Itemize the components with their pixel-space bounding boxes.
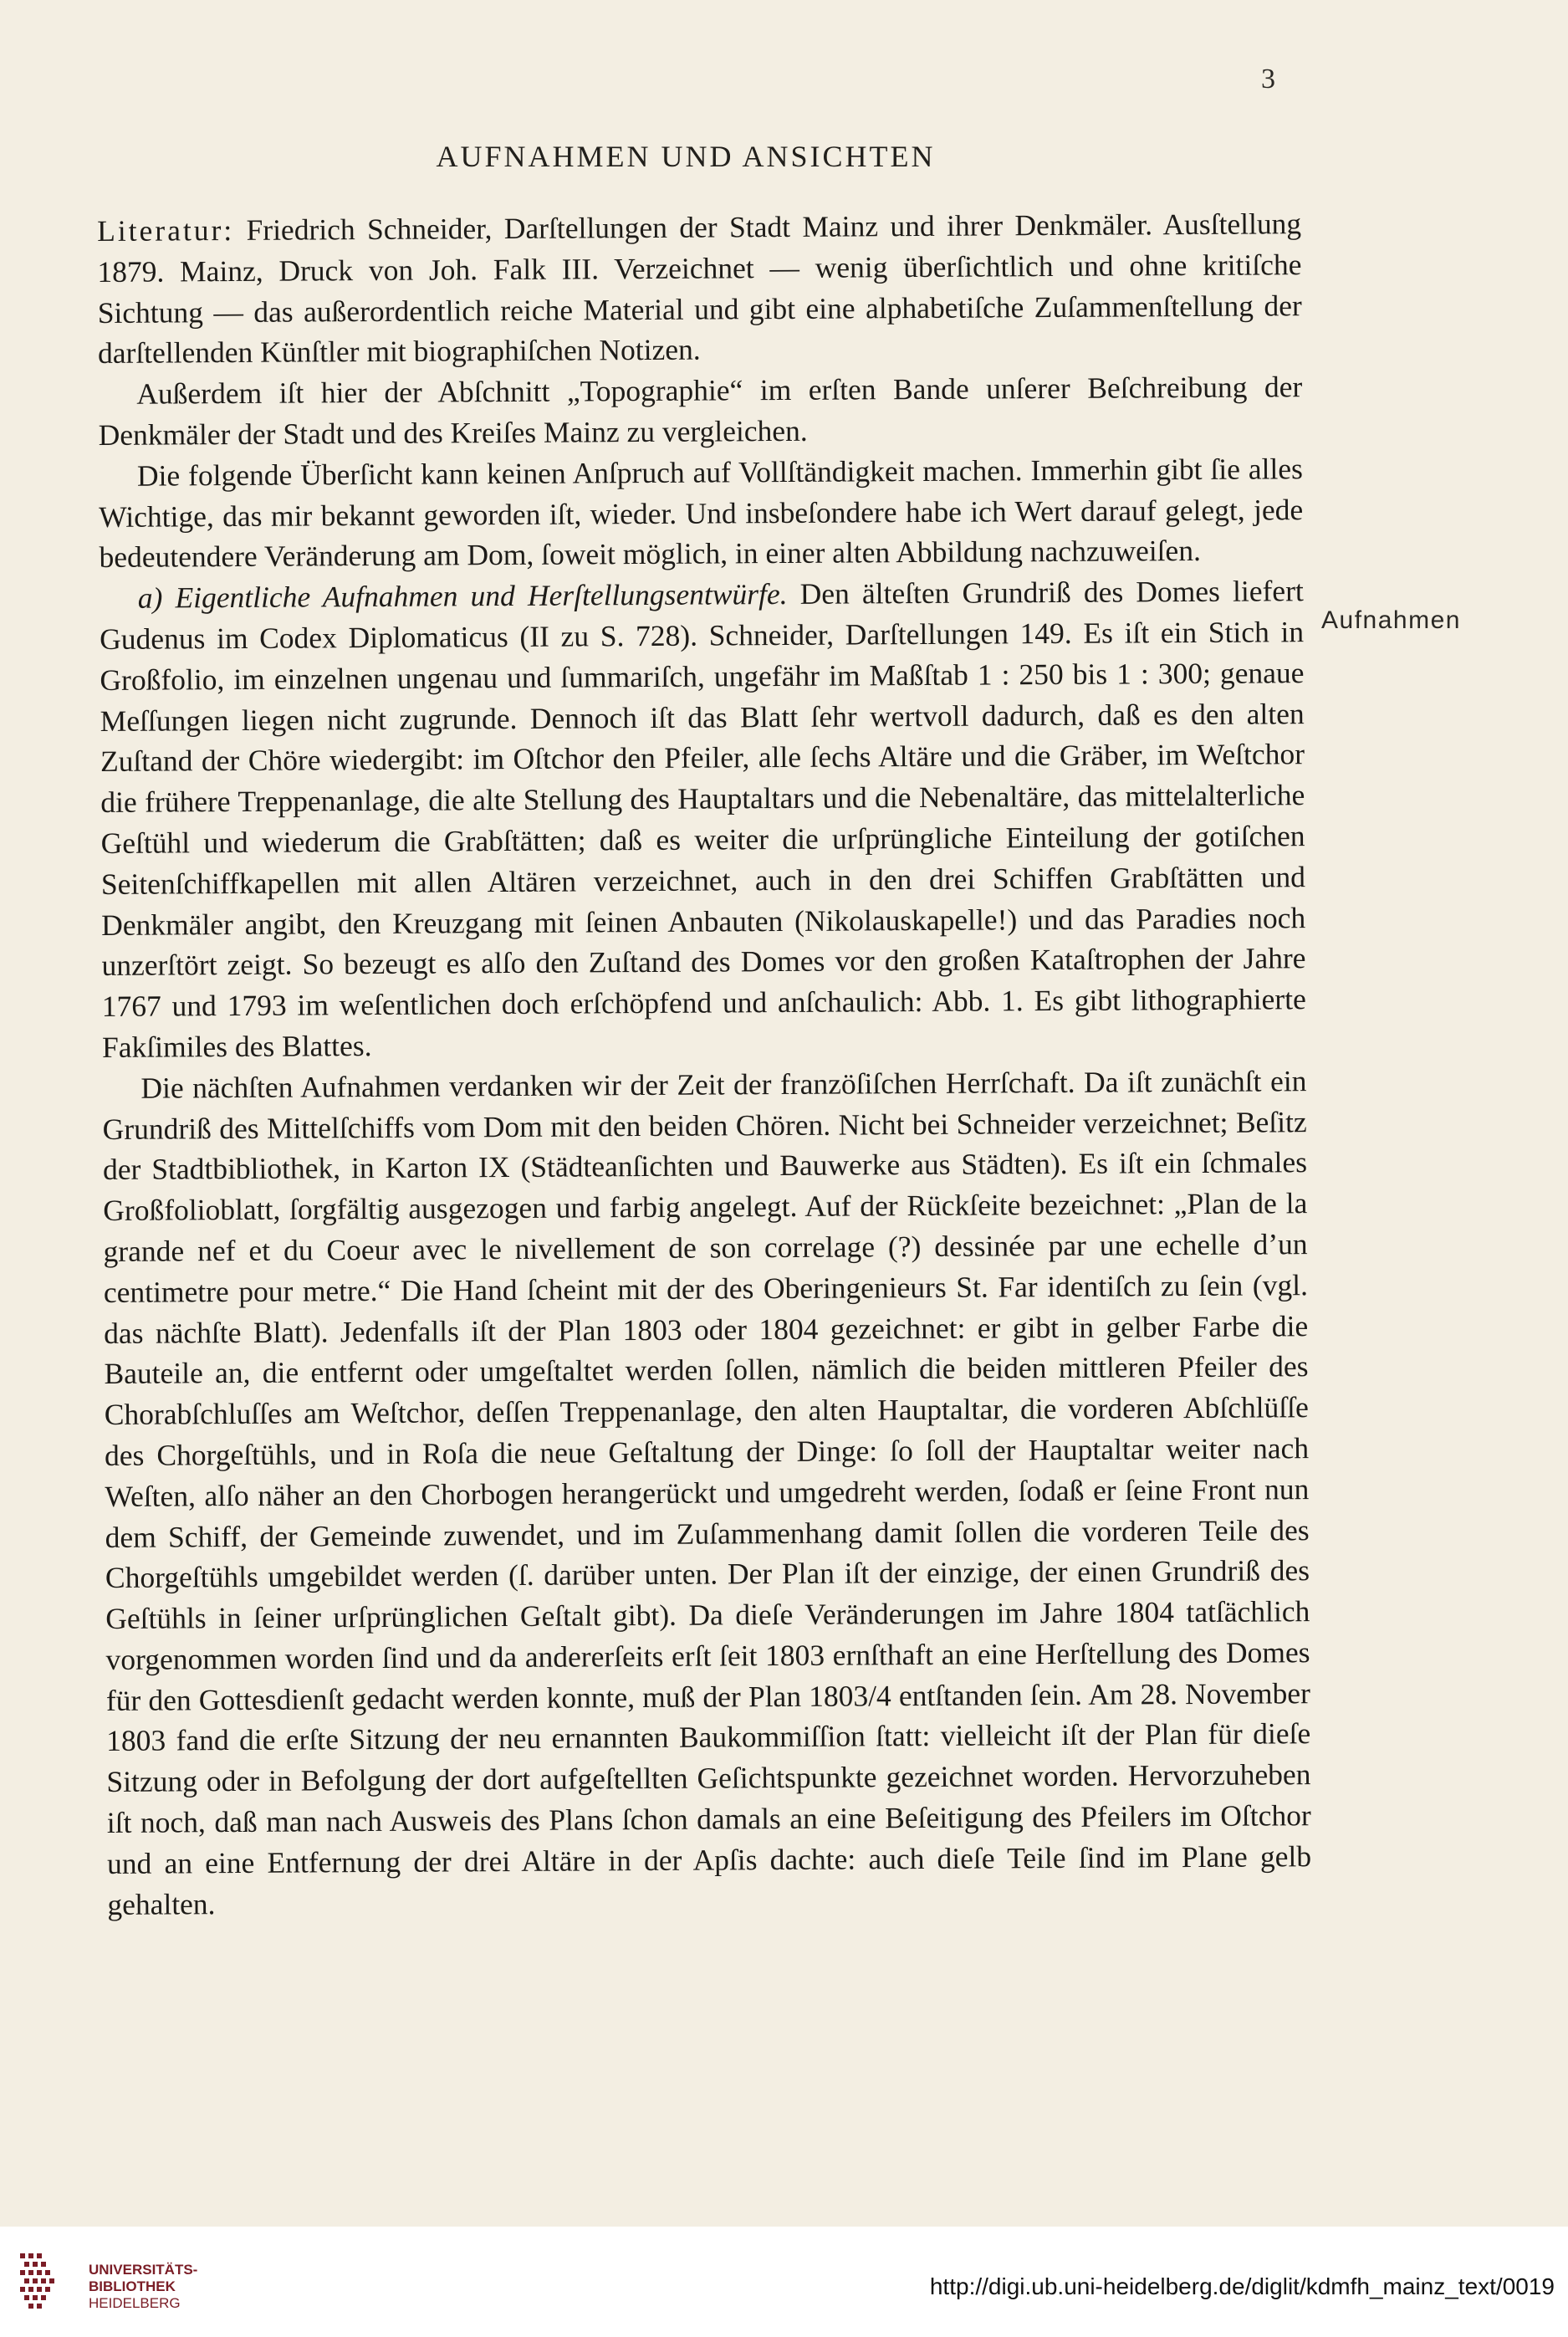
literature-lead: Literatur: [97, 212, 235, 248]
section-heading-a: a) Eigentliche Aufnahmen und Herſtellungsentwürfe. [137, 577, 788, 615]
body-text [97, 203, 1311, 1925]
university-library-logo [15, 2247, 82, 2317]
paragraph-topographie: Außerdem iſt hier der Abſchnitt „Topographie“ im erſten Bande unſerer Beſchreibung der Denkmäler der Stadt und des Kreiſes Mainz zu vergleichen. [98, 370, 1303, 452]
marginal-note: Aufnahmen [1321, 606, 1461, 634]
paragraph-french-period: Die nächſten Aufnahmen verdanken wir der Zeit der franzöſiſchen Herrſchaft. Da iſt zunächſt ein Grundriß des Mittelſchiffs vom Dom mit den beiden Chören. Nicht bei Schneider verzeichnet; Beſitz der Stadtbibliothek, in Karton IX (Städteanſichten und Bauwerke aus Städten). Es iſt ein ſchmales Großfolioblatt, ſorgfältig ausgezogen und farbig angelegt. Auf der Rückſeite bezeichnet: „Plan de la grande nef et du Coeur avec le nivellement de son correlage (?) dessinée par une echelle d’un centimetre pour metre.“ Die Hand ſcheint mit der des Oberingenieurs St. Far identiſch zu ſein (vgl. das nächſte Blatt). Jedenfalls iſt der Plan 1803 oder 1804 gezeichnet: er gibt in gelber Farbe die Bauteile an, die entfernt oder umgeſtaltet werden ſollen, nämlich die beiden mittleren Pfeiler des Chorabſchluſſes am Weſtchor, deſſen Treppenanlage, den alten Hauptaltar, die vorderen Abſchlüſſe des Chorgeſtühls, und in Roſa die neue Geſtaltung der Dinge: ſo ſoll der Hauptaltar weiter nach Weſten, alſo näher an den Chorbogen herangerückt und umgedreht werden, ſodaß er ſeine Front nun dem Schiff, der Gemeinde zuwendet, und im Zuſammenhang damit ſollen die vorderen Teile des Chorgeſtühls umgebildet werden (ſ. darüber unten. Der Plan iſt der einzige, der einen Grundriß des Geſtühls in ſeiner urſprünglichen Geſtalt gibt). Da dieſe Veränderungen im Jahre 1804 tatſächlich vorgenommen worden ſind und da andererſeits erſt ſeit 1803 ernſthaft an eine Herſtellung des Domes für den Gottesdienſt gedacht werden konnte, muß der Plan 1803/4 entſtanden ſein. Am 28. November 1803 fand die erſte Sitzung der neu ernannten Baukommiſſion ſtatt: vielleicht iſt der Plan für dieſe Sitzung oder in Befolgung der dort aufgeſtellten Geſichtspunkte gezeichnet worden. Hervorzuheben iſt noch, daß man nach Ausweis des Plans ſchon damals an eine Beſeitigung des Pfeilers im Oſtchor und an eine Entfernung der drei Altäre in der Apſis dachte: auch dieſe Teile ſind im Plane gelb gehalten. [102, 1063, 1312, 1921]
institution-line-3: HEIDELBERG [89, 2295, 181, 2311]
footer-bar [0, 2227, 1568, 2337]
paragraph-aufnahmen [100, 570, 1307, 1067]
institution-line-1: UNIVERSITÄTS- [89, 2262, 198, 2278]
institution-line-2: BIBLIOTHEK [89, 2278, 176, 2294]
paragraph-literature [97, 203, 1302, 374]
institution-name [89, 2262, 197, 2312]
source-url[interactable]: http://digi.ub.uni-heidelberg.de/diglit/kdmfh_mainz_text/0019 [929, 2273, 1555, 2299]
page-number: 3 [1261, 64, 1275, 95]
running-head: AUFNAHMEN UND ANSICHTEN [436, 140, 936, 173]
section-a-text: Den älteſten Grundriß des Domes liefert Gudenus im Codex Diplomaticus (II zu S. 728). Schneider, Darſtellungen 149. Es iſt ein Stich in Großfolio, im einzelnen ungenau und ſummariſch, ungefähr im Maßſtab 1 : 250 bis 1 : 300; genaue Meſſungen liegen nicht zugrunde. Dennoch iſt das Blatt ſehr wertvoll dadurch, daß es den alten Zuſtand der Chöre wiedergibt: im Oſtchor den Pfeiler, alle ſechs Altäre und die Gräber, im Weſtchor die frühere Treppenanlage, die alte Stellung des Hauptaltars und die Nebenaltäre, das mittelalterliche Geſtühl und wiederum die Grabſtätten; daß es weiter die urſprüngliche Einteilung der gotiſchen Seitenſchiffkapellen mit allen Altären verzeichnet, auch in den drei Schiffen Grabſtätten und Denkmäler angibt, den Kreuzgang mit ſeinen Anbauten (Nikolauskapelle!) und das Paradies noch unzerſtört zeigt. So bezeugt es alſo den Zuſtand des Domes vor den großen Kataſtrophen der Jahre 1767 und 1793 im weſentlichen doch erſchöpfend und anſchaulich: Abb. 1. Es gibt lithographierte Fakſimiles des Blattes. [100, 574, 1306, 1064]
literature-text: Friedrich Schneider, Darſtellungen der Stadt Mainz und ihrer Denkmäler. Ausſtellung 1879. Mainz, Druck von Joh. Falk III. Verzeichnet — wenig überſichtlich und ohne kritiſche Sichtung — das außerordentlich reiche Material und gibt eine alphabetiſche Zuſammenſtellung der darſtellenden Künſtler mit biographiſchen Notizen. [97, 207, 1302, 371]
paragraph-overview: Die folgende Überſicht kann keinen Anſpruch auf Vollſtändigkeit machen. Immerhin gibt ſie alles Wichtige, das mir bekannt geworden iſt, wieder. Und insbeſondere habe ich Wert darauf gelegt, jede bedeutendere Veränderung am Dom, ſoweit möglich, in einer alten Abbildung nachzuweiſen. [99, 451, 1304, 575]
